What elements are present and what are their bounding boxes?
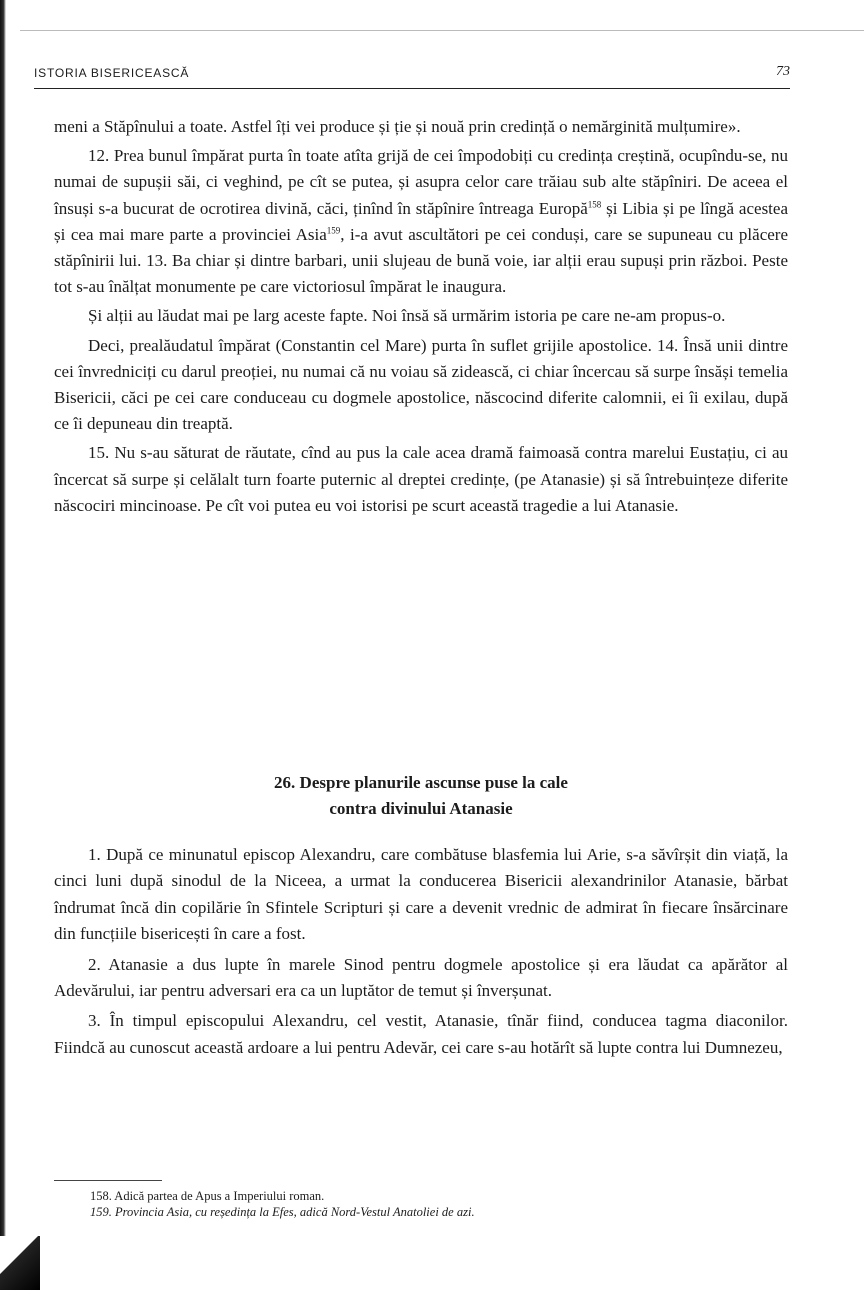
section-25-body	[54, 114, 788, 522]
running-head	[34, 62, 790, 89]
paragraph-12	[54, 143, 788, 300]
paragraph-others: Și alții au lăudat mai pe larg aceste fapte. Noi însă să urmărim istoria pe care ne-am propus-o.	[88, 306, 726, 326]
footnote-158: 158. Adică partea de Apus a Imperiului roman.	[90, 1189, 325, 1203]
footnote-159: 159. Provincia Asia, cu reședința la Efes, adică Nord-Vestul Anatoliei de azi.	[90, 1205, 475, 1219]
paragraph-continuation: meni a Stăpînului a toate. Astfel îți vei produce și ție și nouă prin credință o nemărginită mulțumire».	[54, 117, 741, 136]
section-26-heading	[54, 770, 788, 822]
heading-line-1: 26. Despre planurile ascunse puse la cale	[274, 773, 568, 792]
running-title: ISTORIA BISERICEASCĂ	[34, 66, 190, 80]
paragraph-12-part-c: , i-a avut ascultători pe cei conduși, care se supuneau cu plăcere stăpînirii lui. 13. Ba chiar și dintre barbari, unii slujeau de bună voie, iar alții erau supuși prin război. Peste tot s-au înălțat monumente pe care victoriosul împărat le inaugura.	[54, 224, 788, 297]
footnote-ref-159[interactable]: 159	[326, 225, 341, 236]
paragraph-14: Deci, prealăudatul împărat (Constantin cel Mare) purta în suflet grijile apostolice. 14. Însă unii dintre cei învredniciți cu darul preoției, nu numai că nu voiau să zidească, ci chiar încercau să surpe însăși temelia Bisericii, căci pe cei care conduceau cu dogmele apostolice, născocind diferite calomnii, ei îi exilau, după ce îi depuneau din treaptă.	[54, 335, 788, 434]
page-number: 73	[776, 64, 790, 79]
paragraph-26-2: 2. Atanasie a dus lupte în marele Sinod pentru dogmele apostolice și era lăudat ca apărător al Adevărului, iar pentru adversari era ca un luptător de temut și înverșunat.	[54, 954, 788, 1001]
section-26-body	[54, 842, 788, 1065]
paragraph-26-3: 3. În timpul episcopului Alexandru, cel vestit, Atanasie, tînăr fiind, conducea tagma diaconilor. Fiindcă au cunoscut această ardoare a lui pentru Adevăr, cei care s-au hotărît să lupte contra lui Dumnezeu,	[54, 1011, 788, 1057]
binding-edge	[0, 0, 6, 1290]
top-rule	[20, 30, 864, 31]
paragraph-15: 15. Nu s-au săturat de răutate, cînd au pus la cale acea dramă faimoasă contra marelui Eustațiu, ci au încercat să surpe și celălalt turn foarte puternic al dreptei credințe, (pe Atanasie) și să întrebuințeze diferite născociri mincinoase. Pe cît voi putea eu voi istorisi pe scurt această tragedie a lui Atanasie.	[54, 443, 788, 515]
paragraph-12-part-a: 12. Prea bunul împărat purta în toate atîta grijă de cei împodobiți cu credința creștină, ocupîndu-se, nu numai de supușii săi, ci veghind, pe cît se putea, și asupra celor care trăiau sub alte stăpîniri. De aceea el însuși s-a bucurat de ocrotirea divină, căci, ținînd în stăpînire întreaga Europă	[54, 146, 788, 218]
binding-corner	[0, 1236, 40, 1290]
paragraph-12-part-b: și Libia și pe lîngă acestea și cea mai mare parte a provinciei Asia	[54, 198, 788, 244]
footnotes	[90, 1188, 790, 1220]
footnote-rule	[54, 1180, 162, 1181]
paragraph-26-1: 1. După ce minunatul episcop Alexandru, care combătuse blasfemia lui Arie, s-a săvîrșit din viață, la cinci luni după sinodul de la Niceea, a urmat la conducerea Bisericii alexandrinilor Atanasie, bărbat îndrumat încă din copilărie în Sfintele Scripturi și care a devenit vrednic de admirat în fiecare însărcinare din funcțiile bisericești în care a fost.	[54, 845, 788, 944]
footnote-ref-158[interactable]: 158	[587, 198, 602, 209]
heading-line-2: contra divinului Atanasie	[329, 799, 513, 818]
